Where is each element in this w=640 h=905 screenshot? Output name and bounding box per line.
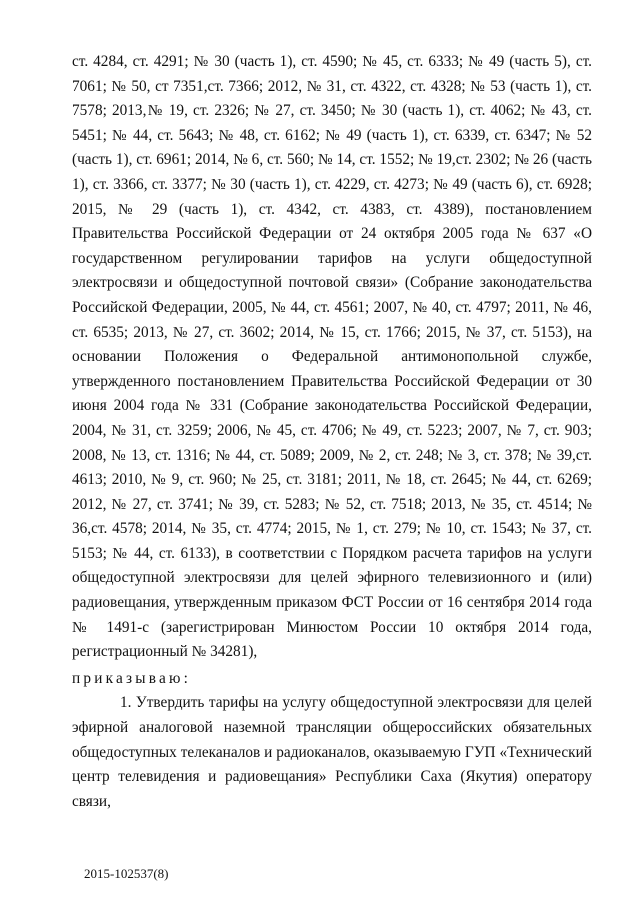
document-code: 2015-102537(8) [84,866,169,881]
order-word: приказываю: [72,669,192,687]
body-paragraph: ст. 4284, ст. 4291; № 30 (часть 1), ст. 4590; № 45, ст. 6333; № 49 (часть 5), ст. 7061; № 50, ст 7351,ст. 7366; 2012, № 31, ст. 4322, ст. 4328; № 53 (часть 1), ст. 7578; 2013,№ 19, ст. 2326; № 27, ст. 3450; № 30 (часть 1), ст. 4062; № 43, ст. 5451; № 44, ст. 5643; № 48, ст. 6162; № 49 (часть 1), ст. 6339, ст. 6347; № 52 (часть 1), ст. 6961; 2014, № 6, ст. 560; № 14, ст. 1552; № 19,ст. 2302; № 26 (часть 1), ст. 3366, ст. 3377; № 30 (часть 1), ст. 4229, ст. 4273; № 49 (часть 6), ст. 6928; 2015, № 29 (часть 1), ст. 4342, ст. 4383, ст. 4389), постановлением Правительства Российской Федерации от 24 октября 2005 года № 637 «О государственном регулировании тарифов на услуги общедоступной электросвязи и общедоступной почтовой связи» (Собрание законодательства Российской Федерации, 2005, № 44, ст. 4561; 2007, № 40, ст. 4797; 2011, № 46, ст. 6535; 2013, № 27, ст. 3602; 2014, № 15, ст. 1766; 2015, № 37, ст. 5153), на основании Положения о Федеральной антимонопольной службе, утвержденного постановлением Правительства Российской Федерации от 30 июня 2004 года № 331 (Собрание законодательства Российской Федерации, 2004, № 31, ст. 3259; 2006, № 45, ст. 4706; № 49, ст. 5223; 2007, № 7, ст. 903; 2008, № 13, ст. 1316; № 44, ст. 5089; 2009, № 2, ст. 248; № 3, ст. 378; № 39,ст. 4613; 2010, № 9, ст. 960; № 25, ст. 3181; 2011, № 18, ст. 2645; № 44, ст. 6269; 2012, № 27, ст. 3741; № 39, ст. 5283; № 52, ст. 7518; 2013, № 35, ст. 4514; № 36,ст. 4578; 2014, № 35, ст. 4774; 2015, № 1, ст. 279; № 10, ст. 1543; № 37, ст. 5153; № 44, ст. 6133), в соответствии с Порядком расчета тарифов на услуги общедоступной электросвязи для целей эфирного телевизионного и (или) радиовещания, утвержденным приказом ФСТ России от 16 сентября 2014 года № 1491-с (зарегистрирован Минюстом России 10 октября 2014 года, регистрационный № 34281), [72,53,592,661]
numbered-item-1: 1. Утвердить тарифы на услугу общедоступной электросвязи для целей эфирной аналоговой наземной трансляции общероссийских обязательных общедоступных телеканалов и радиоканалов, оказываемую ГУП «Технический центр телевидения и радиовещания» Республики Саха (Якутия) оператору связи, [72,694,592,810]
document-body [72,50,592,814]
